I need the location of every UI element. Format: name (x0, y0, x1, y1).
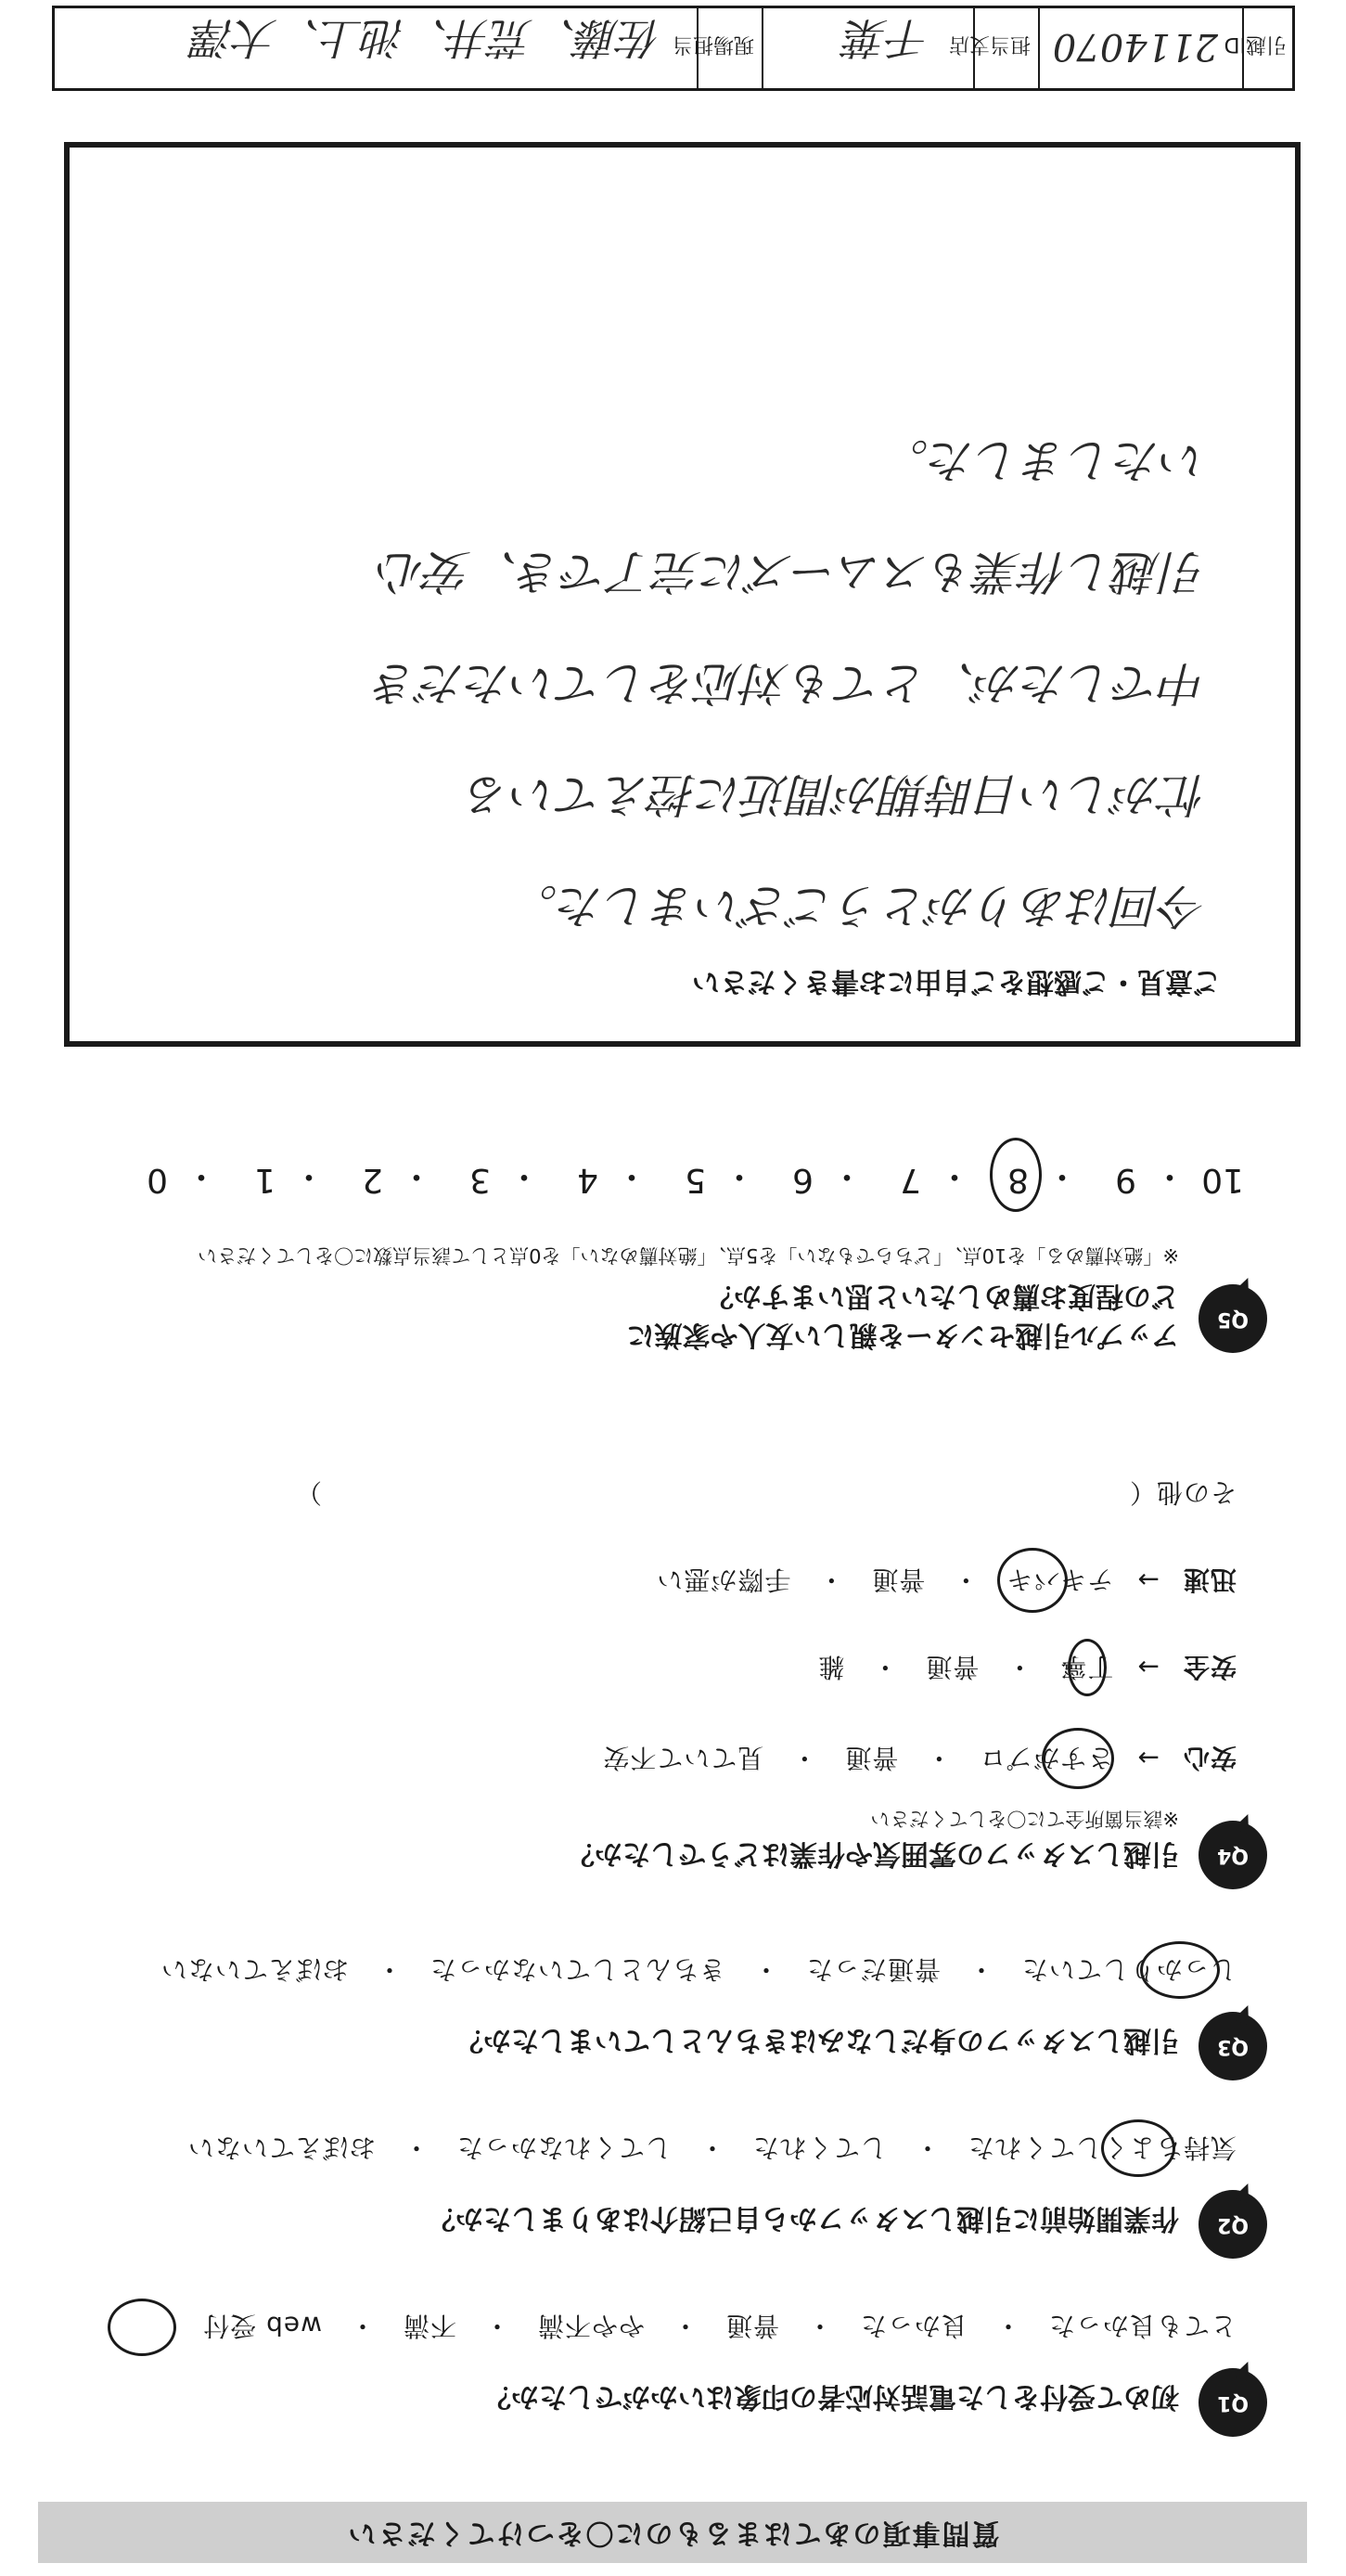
score-1: 1 (254, 1161, 276, 1199)
q4-row-label: 迅速 (1182, 1565, 1237, 1595)
q4-anshin-selected-circle (1042, 1728, 1114, 1789)
comment-line-3: 中でしたが、とても対応をしていただき (372, 656, 1207, 710)
q2-question: 作業開始前に引越しスタッフから自己紹介はありましたか？ (428, 2202, 1179, 2235)
q5-badge: Q5 (1199, 1284, 1267, 1353)
branch-label: 担当支店 (948, 32, 1031, 56)
q4-anzen-selected-circle (1068, 1639, 1107, 1696)
score-2: 2 (362, 1161, 383, 1199)
q4-row-label: 安全 (1182, 1652, 1237, 1682)
q4-other-field: その他（ ） (294, 1477, 1237, 1508)
q4-row-jinsoku (123, 1563, 1237, 1600)
q5-note: ※「絶対薦める」を10点、「どちらでもない」を5点、「絶対薦めない」を0点として該当点数に〇をしてください (198, 1244, 1179, 1267)
score-separator: ・ (1152, 1157, 1186, 1195)
score-separator: ・ (1045, 1157, 1079, 1195)
q4-badge: Q4 (1199, 1821, 1267, 1889)
id-value: 2114070 (1052, 25, 1218, 68)
q5-selected-circle (990, 1138, 1042, 1212)
score-7: 7 (900, 1161, 921, 1199)
score-separator: ・ (399, 1157, 433, 1195)
branch-value: 千葉 (845, 13, 930, 63)
q3-selected-circle (1140, 1941, 1220, 1999)
score-separator: ・ (829, 1157, 864, 1195)
q4-row-options: さすがプロ ・ 普通 ・ 見ていて不安 (602, 1743, 1114, 1773)
q3-options: しっかりしていた ・ 普通だった ・ きちんとしていなかった ・ おぼえていない (160, 1954, 1237, 1985)
score-6: 6 (792, 1161, 814, 1199)
comment-line-4: 引越し作業もスムーズに完了でき、安心 (378, 545, 1207, 599)
id-label: 引越ID (1224, 32, 1287, 56)
score-separator: ・ (614, 1157, 648, 1195)
q5-score-scale (84, 1147, 1244, 1203)
comment-line-2: 忙がしい日時期が間近に控えている (465, 767, 1207, 821)
q4-jinsoku-selected-circle (997, 1548, 1068, 1613)
arrow-icon: → (1136, 1565, 1160, 1595)
score-4: 4 (577, 1161, 598, 1199)
q1-options: とても良かった ・ 良かった ・ 普通 ・ やや不満 ・ 不満 ・ web 受付 (202, 2311, 1237, 2341)
staff-value: 佐藤、荒井、池上、大澤 (192, 13, 661, 63)
score-3: 3 (469, 1161, 491, 1199)
score-8: 8 (1007, 1161, 1029, 1199)
q4-note: ※該当箇所全てに〇をしてください (870, 1808, 1179, 1830)
score-0: 0 (147, 1161, 168, 1199)
q4-row-options: 丁寧 ・ 普通 ・ 雑 (817, 1652, 1114, 1682)
q1-badge: Q1 (1199, 2368, 1267, 2437)
q1-selected-circle (108, 2299, 176, 2356)
q2-options: 気持ちよくしてくれた ・ してくれた ・ してくれなかった ・ おぼえていない (186, 2132, 1237, 2163)
q3-badge: Q3 (1199, 2012, 1267, 2080)
q3-question: 引越しスタッフの身だしなみはきちんとしていましたか？ (455, 2024, 1179, 2056)
q4-row-label: 安心 (1182, 1743, 1237, 1773)
q2-badge: Q2 (1199, 2190, 1267, 2259)
score-5: 5 (685, 1161, 706, 1199)
q2-selected-circle (1101, 2119, 1175, 2177)
q5-question-line1: アップル引越センターを親しい友人や家族に (626, 1319, 1179, 1351)
q4-question: 引越しスタッフの雰囲気や作業はどうでしたか？ (567, 1837, 1179, 1870)
staff-label: 現場担当 (672, 32, 754, 56)
arrow-icon: → (1136, 1652, 1160, 1682)
q1-question: 初めて受付をした電話対応者の印象はいかがでしたか？ (483, 2380, 1179, 2413)
comment-line-5: いたしました。 (882, 433, 1207, 487)
score-separator: ・ (937, 1157, 971, 1195)
score-9: 9 (1115, 1161, 1136, 1199)
score-separator: ・ (291, 1157, 326, 1195)
score-separator: ・ (184, 1157, 218, 1195)
score-separator: ・ (722, 1157, 756, 1195)
arrow-icon: → (1136, 1743, 1160, 1773)
comment-line-1: 今回はありがとうございました。 (511, 879, 1207, 933)
q4-row-options: テキパキ ・ 普通 ・ 手際が悪い (656, 1565, 1114, 1595)
instruction-text: 質問事項のあてはまるものに〇をつけてください (346, 2517, 1000, 2549)
score-10: 10 (1201, 1161, 1244, 1199)
info-table (52, 6, 1295, 91)
comments-title: ご意見・ご感想をご自由にお書きください (692, 965, 1221, 998)
score-separator: ・ (506, 1157, 541, 1195)
q5-question-line2: どの程度お薦めしたいと思いますか？ (706, 1280, 1179, 1312)
